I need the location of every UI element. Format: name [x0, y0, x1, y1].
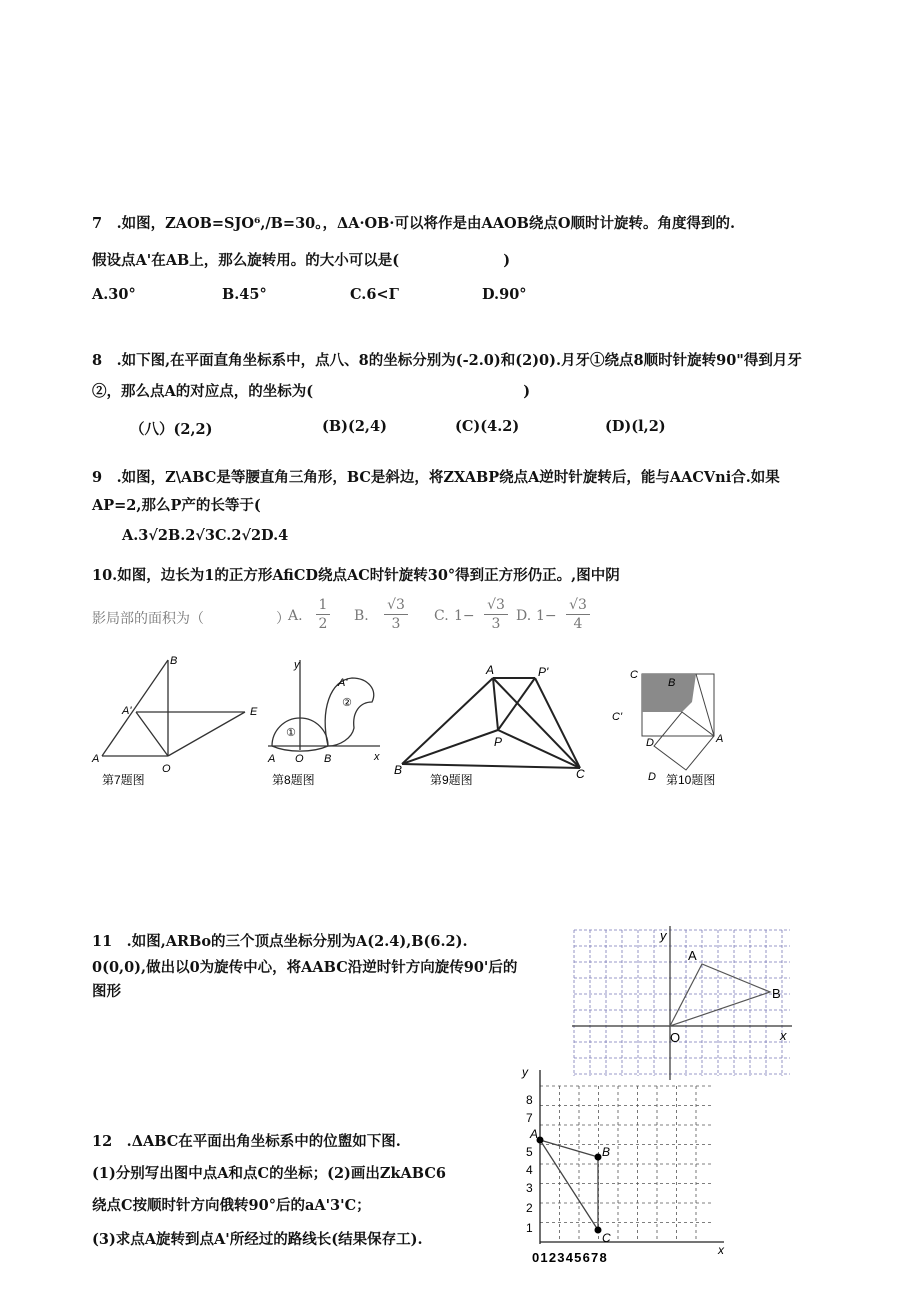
q12-point-b — [595, 1154, 602, 1161]
q10-paren-close: ） — [276, 611, 290, 627]
q10-option-a-label: A. — [288, 608, 303, 624]
fig7-label-a1: A' — [122, 705, 132, 717]
q11-label-a: A — [688, 948, 697, 963]
fig9-label-c: C — [576, 767, 585, 781]
q7-line2-text: 假设点A'在AB上，那么旋转用。的大小可以是( — [92, 252, 400, 269]
q10-option-c-fraction — [484, 596, 508, 633]
q10-option-d-label: D. — [516, 608, 532, 624]
q12-label-y: y — [522, 1065, 528, 1079]
q12-line3: 绕点C按顺时针方向俄转90°后的aA'3'C； — [92, 1197, 371, 1214]
fig7-line-a1o — [136, 712, 168, 756]
q10-d-denominator: 4 — [566, 614, 590, 633]
q12-ytick-4: 4 — [526, 1163, 533, 1177]
fig8-label-circle1: ① — [286, 727, 296, 739]
fig9-line-pp1 — [498, 678, 535, 730]
q12-ytick-7: 7 — [526, 1111, 533, 1125]
figure-10 — [642, 674, 714, 770]
fig10-label-b: B — [668, 677, 676, 689]
q8-line2-text: ②，那么点A的对应点，的坐标为( — [92, 383, 314, 400]
fig7-caption: 第7题图 — [102, 773, 145, 787]
fig8-label-circle2: ② — [342, 697, 352, 709]
fig8-caption: 第8题图 — [272, 773, 315, 787]
fig10-caption: 第10题图 — [666, 773, 716, 787]
fig8-label-o: O — [295, 753, 304, 765]
fig10-label-d2: D — [648, 771, 656, 783]
q8-option-b: (B)(2,4) — [322, 418, 387, 435]
q10-line2 — [92, 596, 612, 642]
q10-option-c-label: C. — [434, 608, 449, 624]
q10-d-numerator: √3 — [569, 597, 587, 613]
q7-option-a: A.30° — [92, 286, 136, 303]
fig7-line-oe — [168, 712, 245, 756]
q12-line4: (3)求点A旋转到点A'所经过的路线长(结果保存工). — [92, 1231, 423, 1248]
fig10-label-c: C — [630, 669, 638, 681]
q7-option-c: C.6<Γ — [350, 286, 399, 303]
q9-line1: 9 .如图，Z\ABC是等腰直角三角形，BC是斜边，将ZXABP绕点A逆时针旋转后，能与AACVni合.如果 — [92, 469, 780, 486]
fig9-caption: 第9题图 — [430, 773, 473, 787]
q8-line1: 8 .如下图,在平面直角坐标系中，点八、8的坐标分别为(-2.0)和(2)0).月牙①绕点8顺时针旋转90"得到月牙 — [92, 352, 802, 369]
q8-paren: ) — [523, 383, 531, 400]
q10-option-b-fraction — [384, 596, 408, 633]
fig8-label-b: B — [324, 753, 332, 765]
fig8-label-x: x — [374, 751, 380, 763]
fig8-label-a: A — [268, 753, 276, 765]
q11-line2: 0(0,0),做出以0为旋传中心，将AABC沿逆时针方向旋传90'后的 — [92, 959, 518, 976]
fig9-label-p1: P' — [538, 665, 549, 679]
q10-shadow-text: 影局部的面积为（ — [92, 611, 204, 627]
q10-b-denominator: 3 — [384, 614, 408, 633]
figure-8 — [268, 660, 380, 751]
q8-option-c: (C)(4.2) — [455, 418, 520, 435]
fig9-line-ap — [493, 678, 498, 730]
fig10-label-c1: C' — [612, 711, 623, 723]
fig9-label-b: B — [394, 763, 403, 777]
fig9-line-ac — [493, 678, 580, 768]
q10-c-denominator: 3 — [484, 614, 508, 633]
q12-ytick-3: 3 — [526, 1181, 533, 1195]
fig10-label-a: A — [716, 733, 724, 745]
fig8-label-a1: A' — [338, 677, 348, 689]
q12-line2: (1)分别写出图中点A和点C的坐标；(2)画出ZkABC6 — [92, 1165, 446, 1182]
q12-line1: 12 .ΔABC在平面出角坐标系中的位盥如下图. — [92, 1133, 401, 1150]
fig9-line-pc — [498, 730, 580, 768]
q8-option-a: （八）(2,2) — [130, 421, 213, 438]
q10-b-numerator: √3 — [387, 597, 405, 613]
q9-options: A.3√2B.2√3C.2√2D.4 — [122, 527, 289, 544]
q10-c-numerator: √3 — [487, 597, 505, 613]
q10-a-numerator: 1 — [318, 597, 328, 613]
fig7-label-b: B — [170, 655, 178, 667]
q11-grid-graph — [572, 926, 798, 1080]
q7-paren: ) — [503, 252, 511, 269]
q11-label-x: x — [780, 1028, 787, 1043]
q12-label-a: A — [530, 1127, 539, 1141]
fig9-line-p1c — [535, 678, 580, 768]
q10-option-d-fraction — [566, 596, 590, 633]
q7-option-b: B.45° — [222, 286, 267, 303]
q10-a-denominator: 2 — [316, 614, 330, 633]
q10-c-one-minus: 1− — [454, 608, 475, 624]
q12-ytick-8: 8 — [526, 1093, 533, 1107]
q7-line2 — [92, 249, 510, 270]
q12-label-c: C — [602, 1231, 611, 1245]
q12-ytick-5: 5 — [526, 1145, 533, 1159]
fig9-label-a: A — [486, 663, 495, 677]
figure-9 — [402, 678, 580, 768]
q11-line3: 图形 — [92, 983, 121, 1000]
fig9-line-bp — [402, 730, 498, 764]
q12-ytick-1: 1 — [526, 1221, 533, 1235]
q12-grid-lines — [540, 1086, 712, 1242]
q11-triangle-aob — [670, 964, 770, 1026]
q11-label-y: y — [660, 928, 667, 943]
q12-triangle-abc — [540, 1140, 598, 1230]
q12-ytick-2: 2 — [526, 1201, 533, 1215]
q7-option-d: D.90° — [482, 286, 527, 303]
fig10-label-d: D — [646, 737, 654, 749]
q11-label-o: O — [670, 1030, 681, 1045]
fig8-crescent-2 — [325, 678, 373, 746]
q12-xtick-row: 012345678 — [532, 1250, 608, 1265]
q10-option-b-label: B. — [354, 608, 369, 624]
figures-row — [90, 650, 730, 795]
fig7-label-e: E — [250, 706, 258, 718]
q12-label-x: x — [718, 1243, 724, 1257]
q8-line2 — [92, 380, 530, 401]
fig7-label-a: A — [92, 753, 100, 765]
q10-d-one-minus: 1− — [536, 608, 557, 624]
q11-line1: 11 .如图,ARBo的三个顶点坐标分别为A(2.4),B(6.2). — [92, 933, 468, 950]
q10-option-a-fraction — [316, 596, 330, 633]
q9-line2: AP=2,那么P产的长等于( — [92, 497, 261, 514]
q10-line1: 10.如图，边长为1的正方形AfiCD绕点AC时针旋转30°得到正方形仍正。,图中阴 — [92, 567, 620, 584]
q8-option-d: (D)(l,2) — [605, 418, 666, 435]
q12-point-c — [595, 1227, 602, 1234]
fig9-line-bc — [402, 764, 580, 768]
fig9-line-ba — [402, 678, 493, 764]
q12-label-b: B — [602, 1145, 611, 1159]
q7-line1: 7 .如图，ZAOB=SJO⁶,/B=30。，ΔA·OB·可以将作是由AAOB绕点O顺时计旋转。角度得到的. — [92, 215, 736, 232]
fig9-label-p: P — [494, 735, 503, 749]
fig8-label-y: y — [294, 659, 300, 671]
fig7-label-o: O — [162, 763, 171, 775]
q11-label-b: B — [772, 986, 781, 1001]
q12-grid-graph — [512, 1064, 736, 1274]
